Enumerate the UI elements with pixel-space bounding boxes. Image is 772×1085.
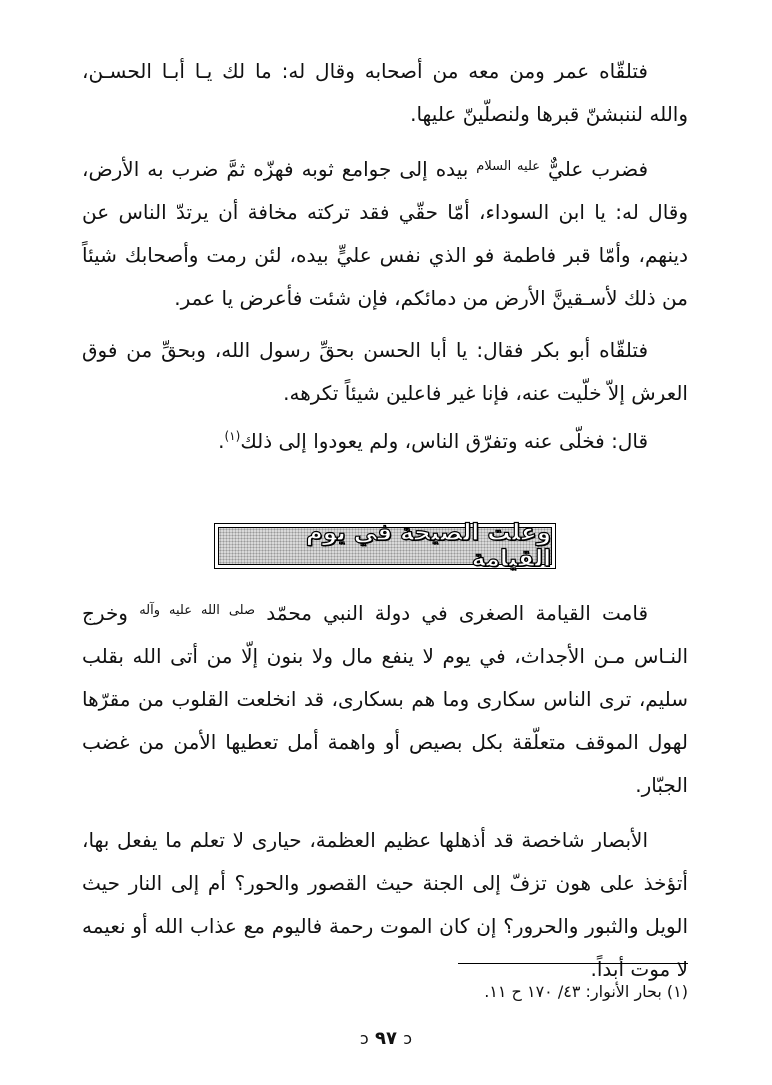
page-number-ornament-right: ↄ <box>403 1029 413 1048</box>
section-heading-inner <box>218 520 552 572</box>
paragraph-5-text-before: قامت القيامة الصغرى في دولة النبي محمّد <box>266 601 649 625</box>
paragraph-2 <box>82 145 688 320</box>
paragraph-5-text-after: وخرج النـاس مـن الأجداث، في يوم لا ينفع مال ولا بنون إلّا من أتى الله بقلب سليم، ترى الناس سكارى وما هم بسكارى، قد انخلعت القلوب من مقرّها لهول الموقف متعلّقة بكل بصيص أو واهمة أمل تعطيها الأمن من غضب الجبّار. <box>82 601 688 797</box>
paragraph-4-text: قال: فخلّى عنه وتفرّق الناس، ولم يعودوا إلى ذلك <box>240 429 648 453</box>
paragraph-5 <box>82 589 688 807</box>
page-body <box>82 50 688 991</box>
footnote: (١) بحار الأنوار: ٤٣/ ١٧٠ ح ١١. <box>484 982 688 1001</box>
page-number-ornament-left: ↄ <box>359 1029 369 1048</box>
footnote-reference[interactable]: (١) <box>224 429 241 443</box>
page-number <box>0 1028 772 1049</box>
honorific-ali: عليه السلام <box>476 159 541 174</box>
paragraph-2-text-before: فضرب عليٌّ <box>548 157 649 181</box>
section-heading: وعلت الصيحة في يوم القيامة <box>305 520 551 572</box>
paragraph-1: فتلقّاه عمر ومن معه من أصحابه وقال له: ما لك يـا أبـا الحسـن، والله لننبشنّ قبرها ولنصلّينّ عليها. <box>82 59 688 126</box>
paragraph-2-text-after: بيده إلى جوامع ثوبه فهزّه ثمَّ ضرب به الأرض، وقال له: يا ابن السوداء، أمّا حقّي فقد تركته مخافة أن يرتدّ الناس عن دينهم، وأمّا قبر فاطمة فو الذي نفس عليٍّ بيده، لئن رمت وأصحابك شيئاً من ذلك لأسـقينَّ الأرض من دمائكم، فإن شئت فأعرض يا عمر. <box>82 157 688 310</box>
section-heading-wrapper <box>214 520 556 572</box>
page-number-value: ٩٧ <box>375 1028 397 1049</box>
paragraph-6: الأبصار شاخصة قد أذهلها عظيم العظمة، حيارى لا تعلم ما يفعل بها، أتؤخذ على هون تزفّ إلى الجنة حيث القصور والحور؟ أم إلى النار حيث الويل والثبور والحرور؟ إن كان الموت رحمة فاليوم مع عذاب الله أو نعيمه لا موت أبداً. <box>82 828 688 981</box>
honorific-prophet: صلى الله عليه وآله <box>139 603 256 618</box>
section-heading-box <box>214 520 556 572</box>
footnote-divider <box>458 963 688 964</box>
paragraph-3: فتلقّاه أبو بكر فقال: يا أبا الحسن بحقِّ رسول الله، وبحقِّ من فوق العرش إلاّ خلّيت عنه، فإنا غير فاعلين شيئاً تكرهه. <box>82 338 688 405</box>
paragraph-4-end: . <box>218 429 225 453</box>
paragraph-4 <box>82 415 688 463</box>
